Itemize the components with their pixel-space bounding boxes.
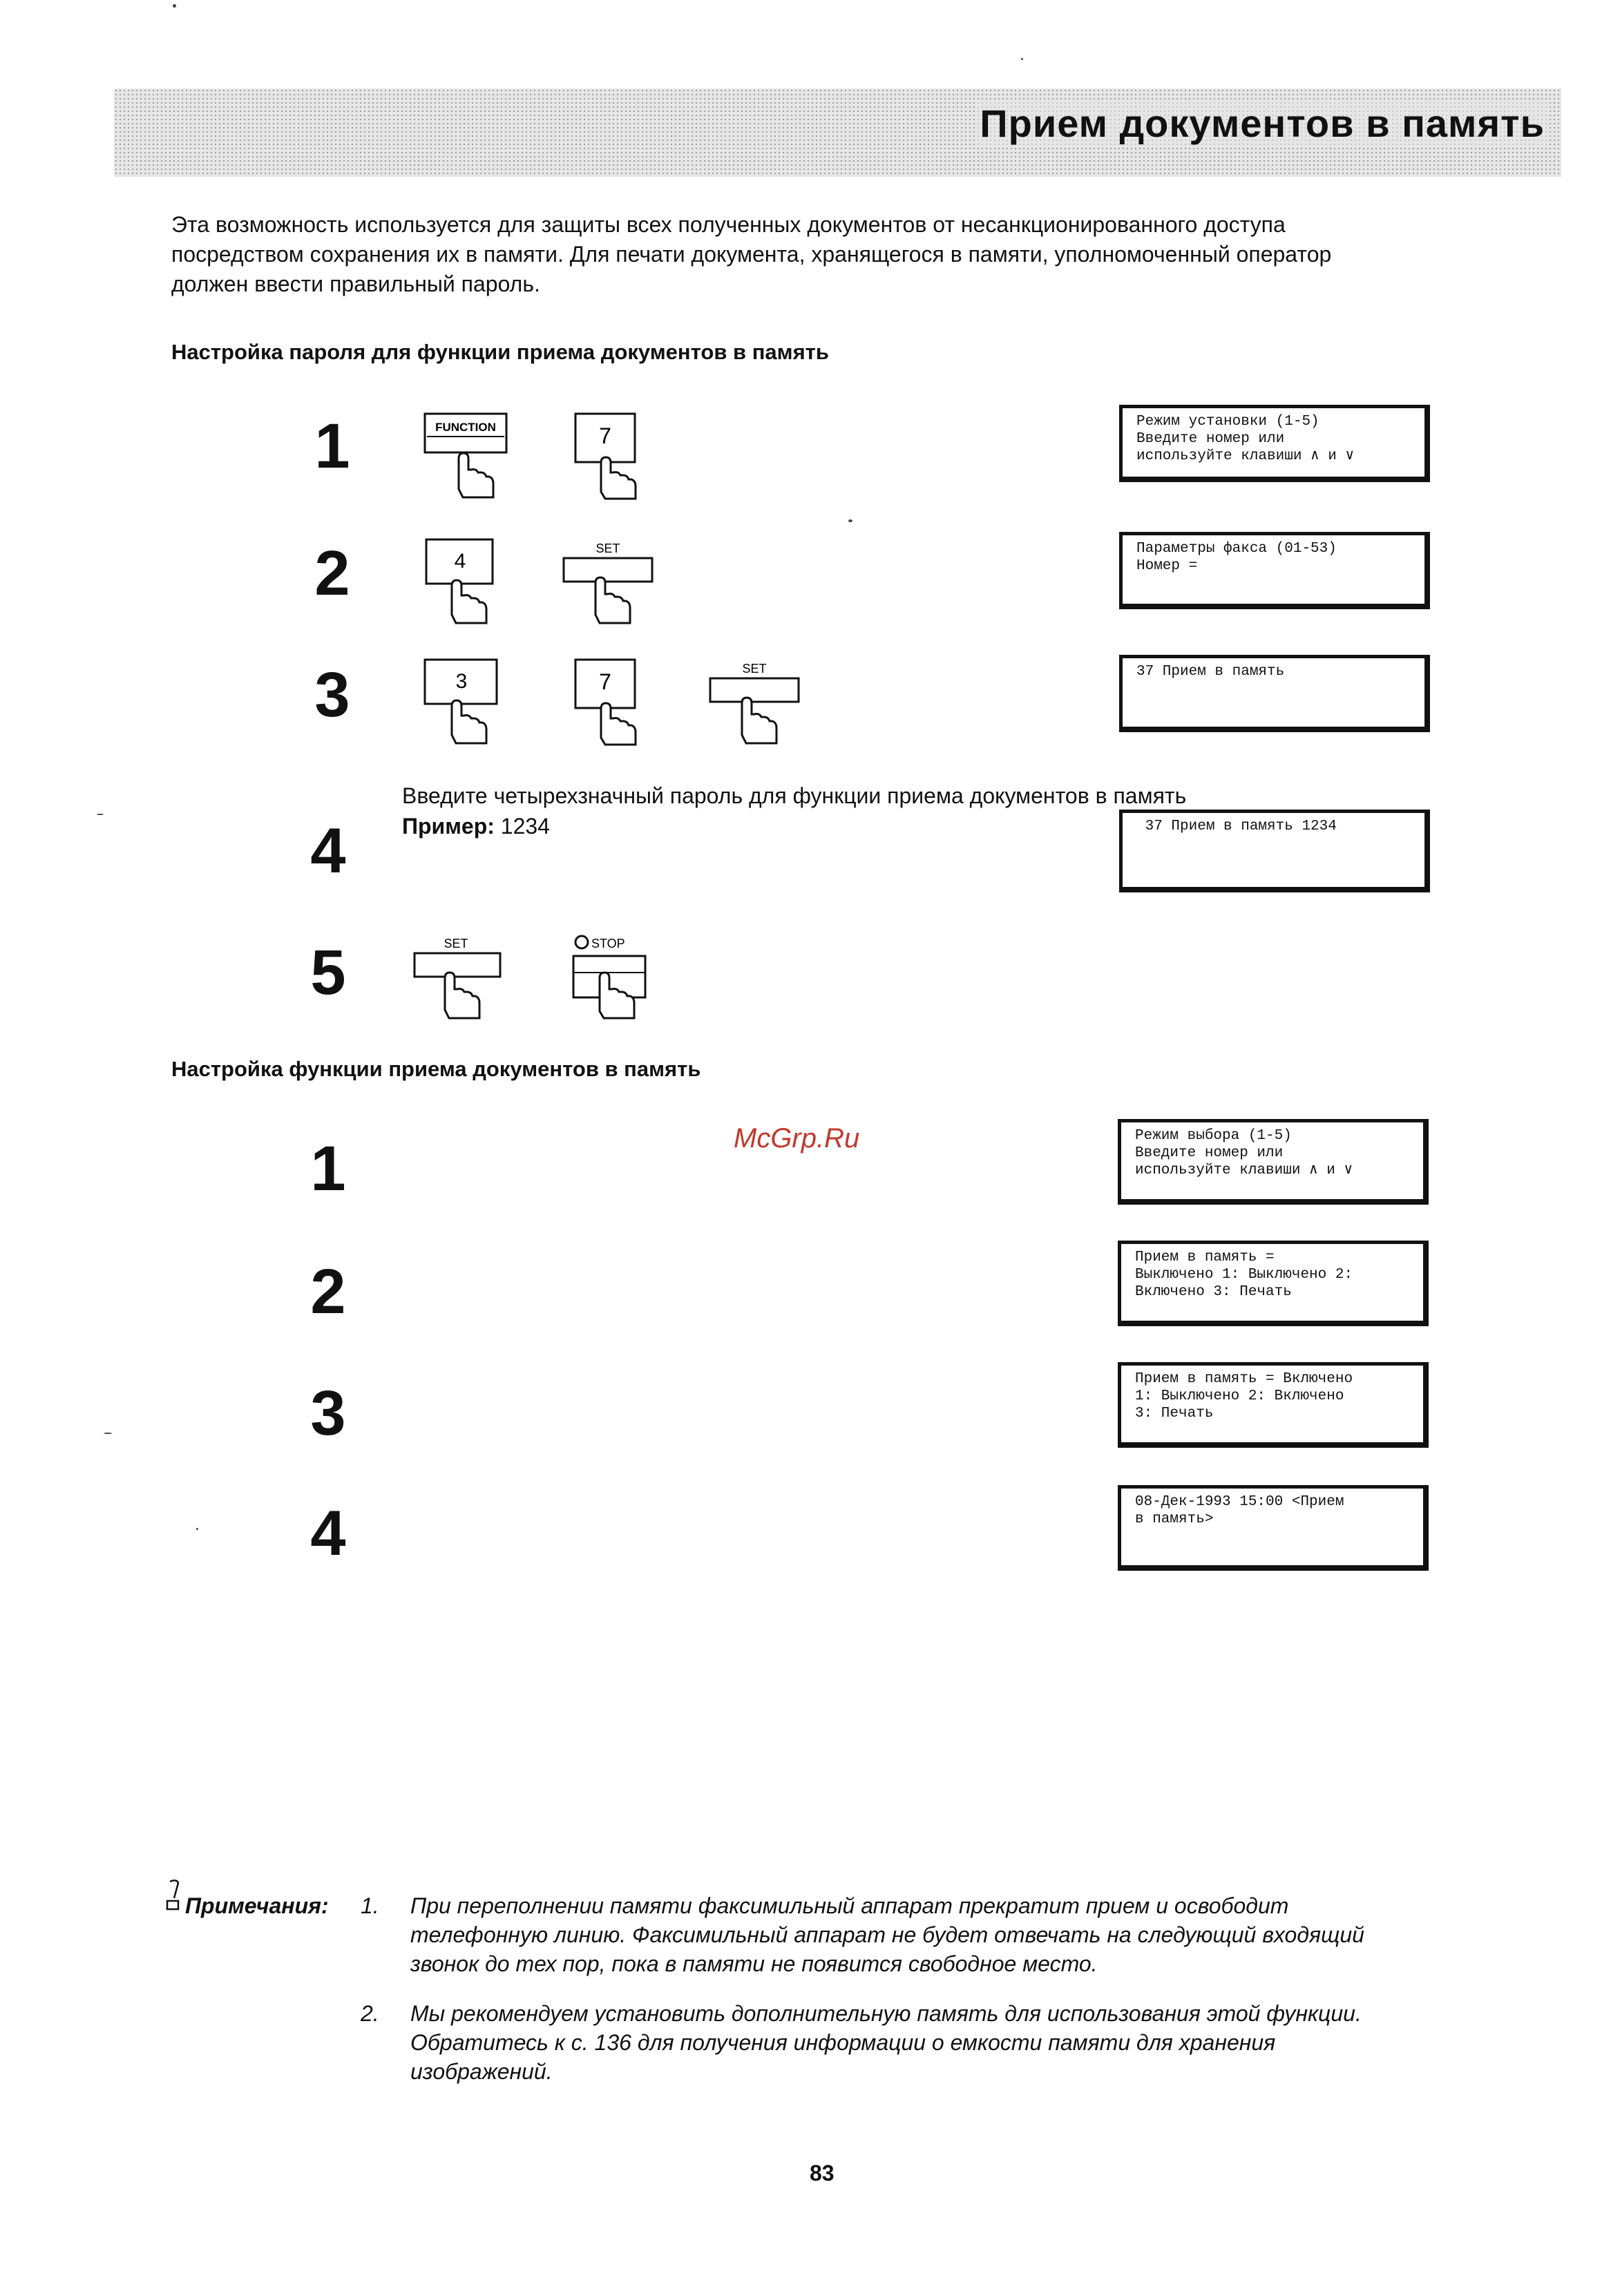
lcd-display: [1119, 532, 1430, 609]
finger-press-icon: [706, 658, 803, 747]
notes-label: Примечания:: [185, 1893, 329, 1918]
intro-line: посредством сохранения их в памяти. Для печати документа, хранящегося в памяти, уполномоченный оператор: [171, 242, 1332, 267]
lcd-line: 3: Печать: [1135, 1406, 1214, 1422]
lcd-line: 37 Прием в память 1234: [1136, 819, 1337, 834]
lcd-display: [1118, 1362, 1429, 1448]
step-number: 3: [314, 660, 350, 730]
scan-speck: [848, 519, 852, 522]
lcd-line: Прием в память =: [1135, 1250, 1275, 1265]
note-line: Мы рекомендуем установить дополнительную память для использования этой функции.: [410, 2001, 1362, 2026]
step-number: 3: [310, 1378, 346, 1448]
key-label: SET: [595, 542, 620, 555]
note-item: [410, 1891, 1529, 1978]
lcd-line: Номер =: [1136, 558, 1198, 574]
key-label: 7: [599, 423, 611, 448]
page-title: Прием документов в память: [975, 101, 1549, 146]
step-number: 2: [310, 1256, 346, 1327]
lcd-display: [1119, 655, 1430, 732]
note-line: изображений.: [410, 2059, 553, 2084]
finger-press-icon: [573, 658, 649, 747]
intro-line: должен ввести правильный пароль.: [171, 271, 540, 296]
scan-speck: [173, 4, 176, 8]
note-icon: [164, 1879, 187, 1915]
digit-key-7[interactable]: [573, 658, 649, 751]
watermark: McGrp.Ru: [734, 1123, 860, 1154]
digit-key-4[interactable]: [424, 537, 500, 631]
set-key[interactable]: [706, 658, 803, 751]
set-key[interactable]: [410, 932, 514, 1026]
example-line: [402, 811, 1186, 841]
header-banner: [114, 88, 1561, 177]
lcd-line: Режим установки (1-5): [1136, 414, 1319, 430]
key-label: FUNCTION: [435, 421, 496, 434]
lcd-line: 1: Выключено 2: Включено: [1135, 1388, 1344, 1404]
section1-heading: Настройка пароля для функции приема документов в память: [171, 340, 829, 364]
lcd-line: Введите номер или: [1136, 431, 1285, 447]
lcd-display: [1118, 1241, 1429, 1326]
scan-speck: [97, 814, 104, 815]
scan-speck: [104, 1433, 112, 1434]
note-number: 1.: [361, 1893, 379, 1918]
step-number: 1: [310, 1133, 346, 1204]
scan-speck: [196, 1528, 198, 1530]
lcd-line: Введите номер или: [1135, 1145, 1284, 1161]
stop-icon: [575, 936, 588, 948]
step-number: 5: [310, 937, 346, 1008]
lcd-line: 37 Прием в память: [1136, 664, 1285, 680]
lcd-line: Включено 3: Печать: [1135, 1284, 1292, 1300]
finger-press-icon: [423, 658, 503, 747]
instruction-text: Введите четырехзначный пароль для функции приема документов в память: [402, 783, 1187, 808]
lcd-line: Выключено 1: Выключено 2:: [1135, 1267, 1353, 1283]
note-line: телефонную линию. Факсимильный аппарат не будет отвечать на следующий входящий: [410, 1922, 1364, 1947]
key-label: 4: [454, 550, 466, 573]
lcd-line: Режим выбора (1-5): [1135, 1128, 1292, 1144]
note-item: [410, 1999, 1529, 2086]
note-number: 2.: [361, 2001, 379, 2026]
step-number: 4: [310, 816, 346, 886]
stop-key[interactable]: [566, 932, 656, 1026]
finger-press-icon: [566, 932, 656, 1022]
key-label: 3: [455, 670, 468, 693]
function-key-icon: [423, 412, 513, 501]
finger-press-icon: [410, 932, 514, 1022]
lcd-display: [1119, 405, 1430, 482]
digit-key-7[interactable]: [573, 412, 649, 505]
finger-press-icon: [424, 537, 500, 627]
example-label: Пример:: [402, 814, 495, 839]
lcd-line: используйте клавиши ∧ и ∨: [1135, 1163, 1353, 1178]
note-line: При переполнении памяти факсимильный аппарат прекратит прием и освободит: [410, 1893, 1289, 1918]
note-icon: [164, 1879, 187, 1912]
lcd-line: Прием в память = Включено: [1135, 1371, 1353, 1387]
finger-press-icon: [560, 537, 656, 627]
lcd-display: [1119, 810, 1430, 892]
step-number: 4: [310, 1498, 346, 1569]
lcd-line: в память>: [1135, 1511, 1214, 1527]
step-number: 1: [314, 411, 350, 481]
page-number: 83: [810, 2161, 835, 2185]
lcd-line: используйте клавиши ∧ и ∨: [1136, 448, 1355, 464]
section2-heading: Настройка функции приема документов в память: [171, 1057, 701, 1081]
step-number: 2: [314, 538, 350, 609]
key-label: STOP: [591, 937, 625, 950]
lcd-display: [1118, 1119, 1429, 1205]
set-key[interactable]: [560, 537, 656, 631]
intro-paragraph: [171, 210, 1518, 299]
note-line: Обратитесь к с. 136 для получения информации о емкости памяти для хранения: [410, 2030, 1276, 2055]
note-line: звонок до тех пор, пока в памяти не появится свободное место.: [410, 1951, 1098, 1976]
digit-key-3[interactable]: [423, 658, 503, 751]
function-key[interactable]: [423, 412, 513, 505]
key-label: 7: [599, 669, 611, 694]
scan-speck: [1021, 58, 1023, 60]
finger-press-icon: [573, 412, 649, 501]
intro-line: Эта возможность используется для защиты всех полученных документов от несанкционированного доступа: [171, 212, 1286, 237]
lcd-line: Параметры факса (01-53): [1136, 541, 1337, 557]
lcd-display: [1118, 1485, 1429, 1571]
step-instruction: [402, 781, 1186, 841]
key-label: SET: [742, 662, 767, 676]
key-label: SET: [444, 937, 468, 950]
lcd-line: 08-Дек-1993 15:00 <Прием: [1135, 1494, 1344, 1510]
example-value: 1234: [500, 814, 550, 839]
